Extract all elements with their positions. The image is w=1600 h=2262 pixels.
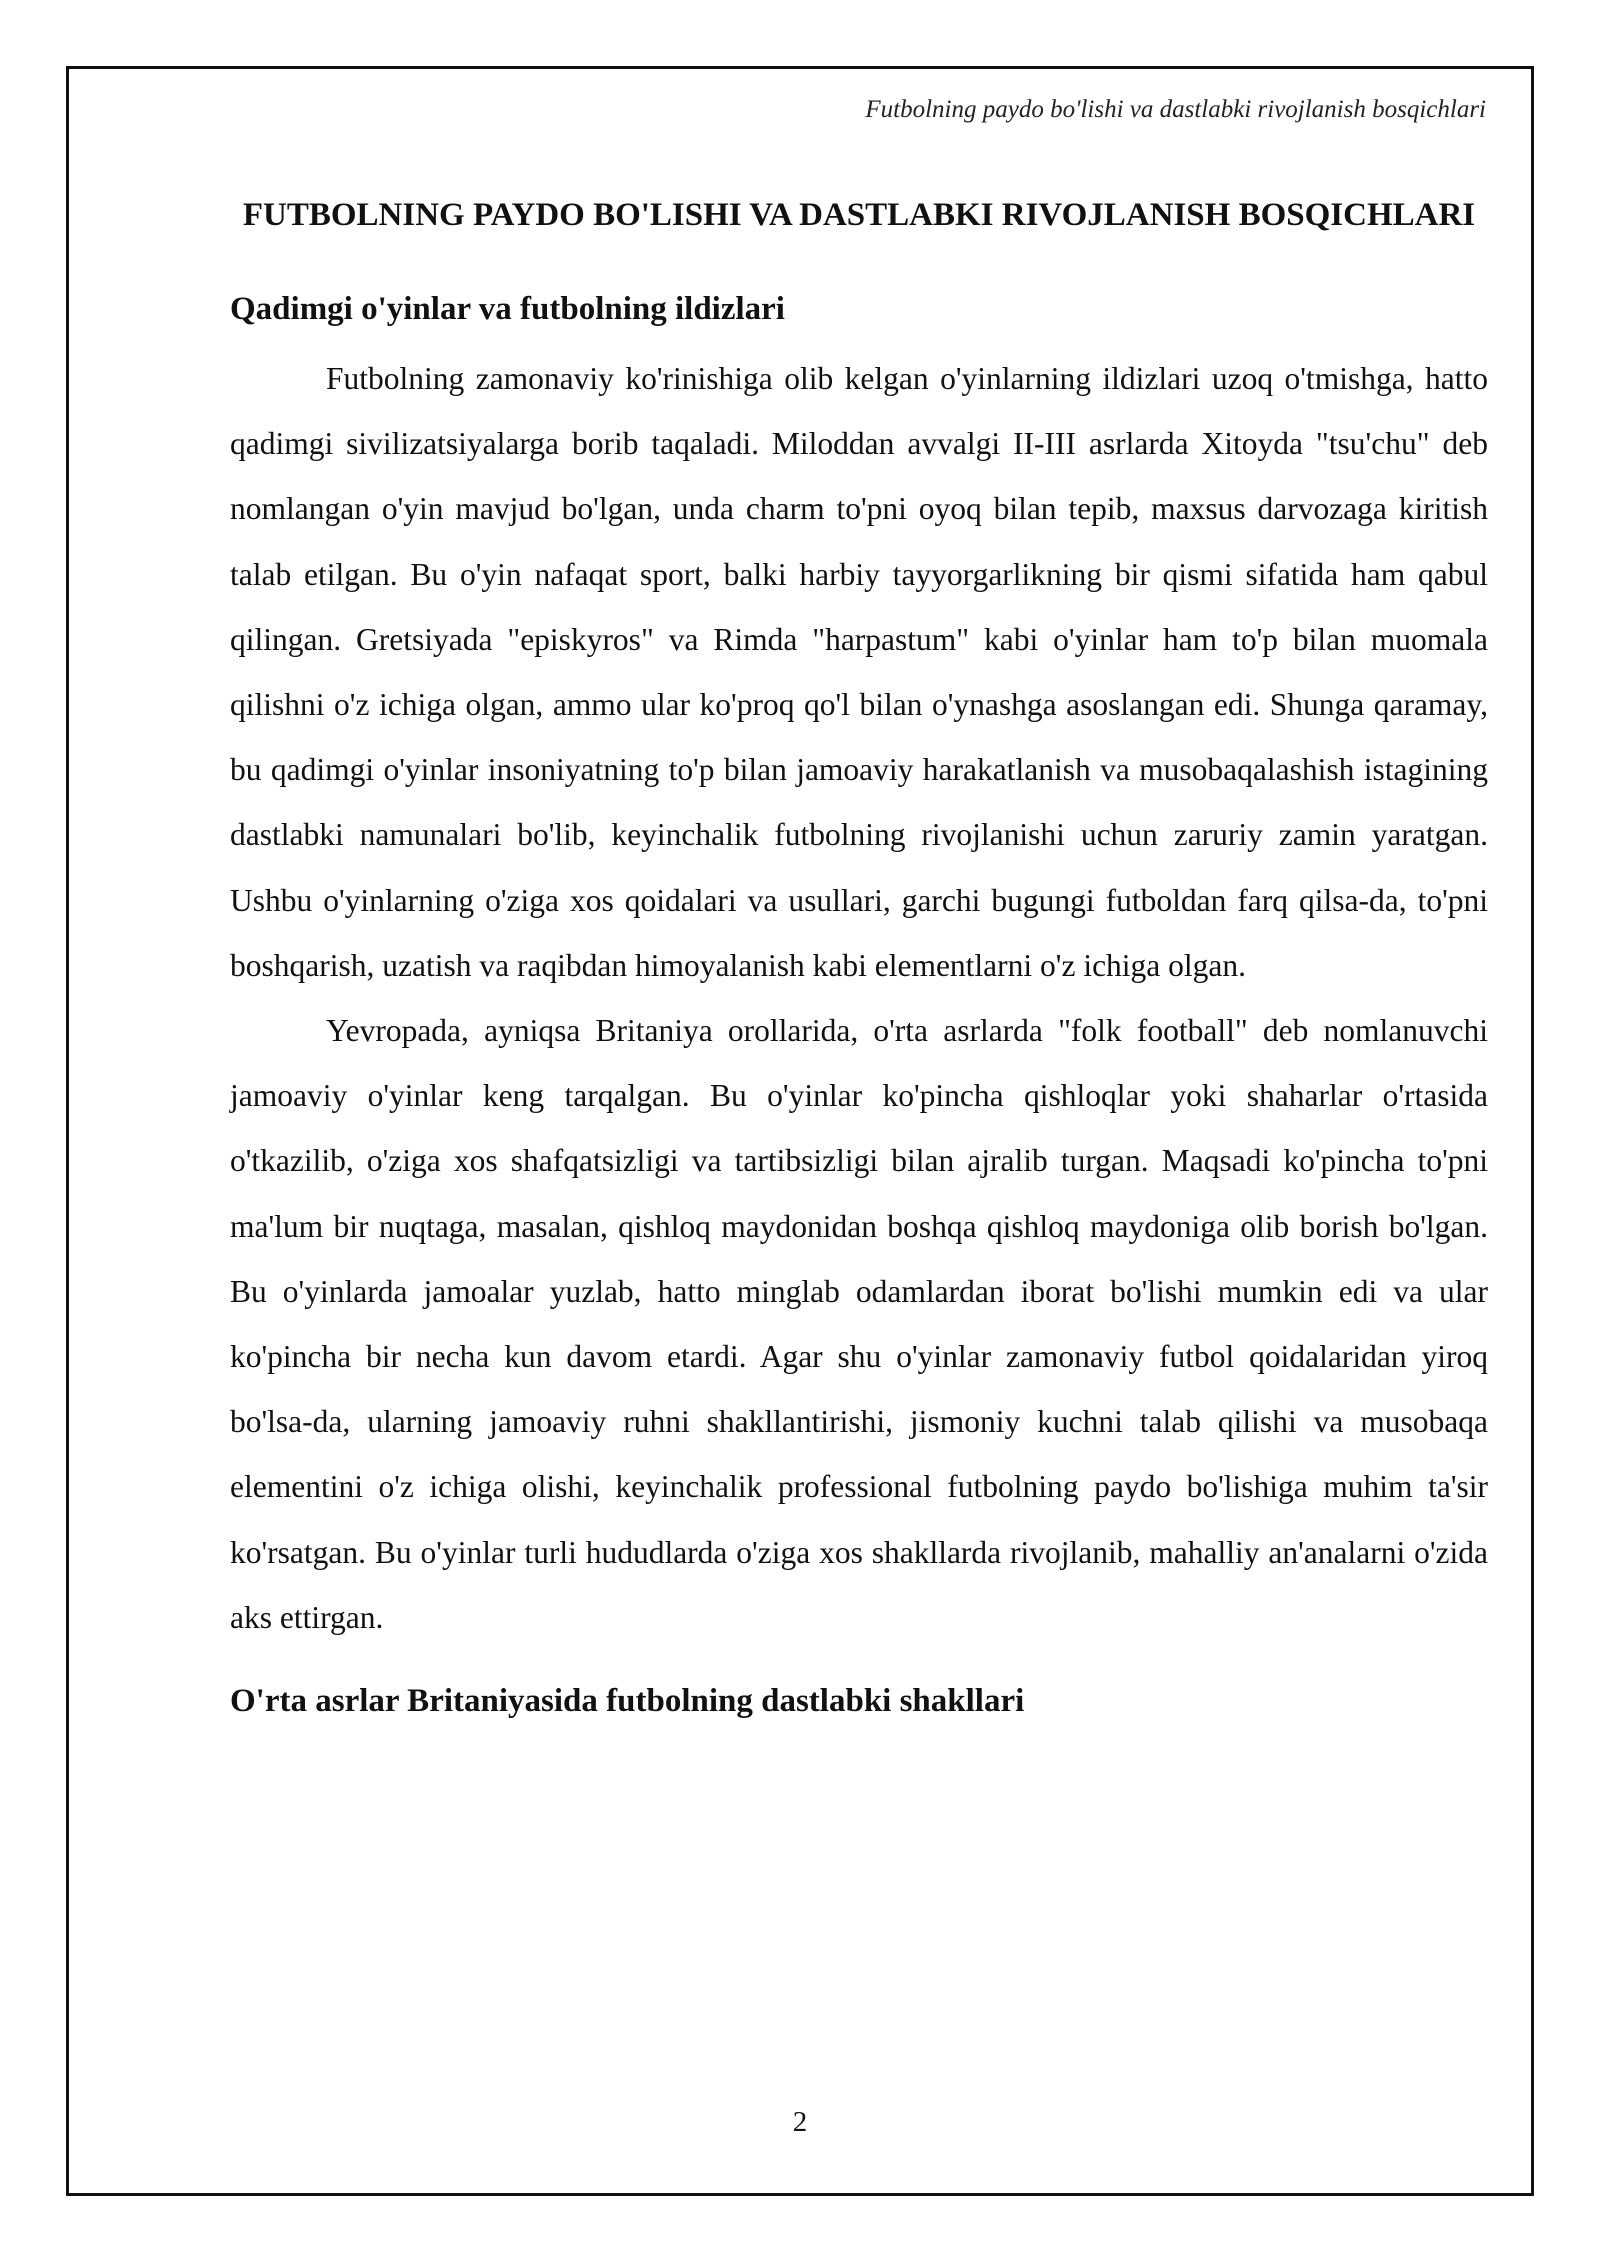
paragraph: Yevropada, ayniqsa Britaniya orollarida, o'rta asrlarda "folk football" deb nomlanuvchi jamoaviy o'yinlar keng tarqalgan. Bu o'yinlar ko'pincha qishloqlar yoki shaharlar o'rtasida o'tkazilib, o'ziga xos shafqatsizligi va tartibsizligi bilan ajralib turgan. Maqsadi ko'pincha to'pni ma'lum bir nuqtaga, masalan, qishloq maydonidan boshqa qishloq maydoniga olib borish bo'lgan. Bu o'yinlarda jamoalar yuzlab, hatto minglab odamlardan iborat bo'lishi mumkin edi va ular ko'pincha bir necha kun davom etardi. Agar shu o'yinlar zamonaviy futbol qoidalaridan yiroq bo'lsa-da, ularning jamoaviy ruhni shakllantirishi, jismoniy kuchni talab qilishi va musobaqa elementini o'z ichiga olishi, keyinchalik professional futbolning paydo bo'lishiga muhim ta'sir ko'rsatgan. Bu o'yinlar turli hududlarda o'ziga xos shakllarda rivojlanib, mahalliy an'analarni o'zida aks ettirgan. bbox=[230, 1013, 1488, 1635]
page-number: 2 bbox=[792, 2106, 808, 2138]
paragraph: Futbolning zamonaviy ko'rinishiga olib kelgan o'yinlarning ildizlari uzoq o'tmishga, hatto qadimgi sivilizatsiyalarga borib taqaladi. Miloddan avvalgi II-III asrlarda Xitoyda "tsu'chu" deb nomlangan o'yin mavjud bo'lgan, unda charm to'pni oyoq bilan tepib, maxsus darvozaga kiritish talab etilgan. Bu o'yin nafaqat sport, balki harbiy tayyorgarlikning bir qismi sifatida ham qabul qilingan. Gretsiyada "episkyros" va Rimda "harpastum" kabi o'yinlar ham to'p bilan muomala qilishni o'z ichiga olgan, ammo ular ko'proq qo'l bilan o'ynashga asoslangan edi. Shunga qaramay, bu qadimgi o'yinlar insoniyatning to'p bilan jamoaviy harakatlanish va musobaqalashish istagining dastlabki namunalari bo'lib, keyinchalik futbolning rivojlanishi uchun zaruriy zamin yaratgan. Ushbu o'yinlarning o'ziga xos qoidalari va usullari, garchi bugungi futboldan farq qilsa-da, to'pni boshqarish, uzatish va raqibdan himoyalanish kabi elementlarni o'z ichiga olgan. bbox=[230, 361, 1488, 983]
running-header: Futbolning paydo bo'lishi va dastlabki rivojlanish bosqichlari bbox=[865, 96, 1486, 123]
section-heading: Qadimgi o'yinlar va futbolning ildizlari bbox=[230, 291, 785, 327]
section-heading: O'rta asrlar Britaniyasida futbolning dastlabki shakllari bbox=[230, 1683, 1025, 1720]
document-body bbox=[230, 182, 1488, 1734]
document-title: FUTBOLNING PAYDO BO'LISHI VA DASTLABKI RIVOJLANISH BOSQICHLARI bbox=[242, 197, 1476, 233]
